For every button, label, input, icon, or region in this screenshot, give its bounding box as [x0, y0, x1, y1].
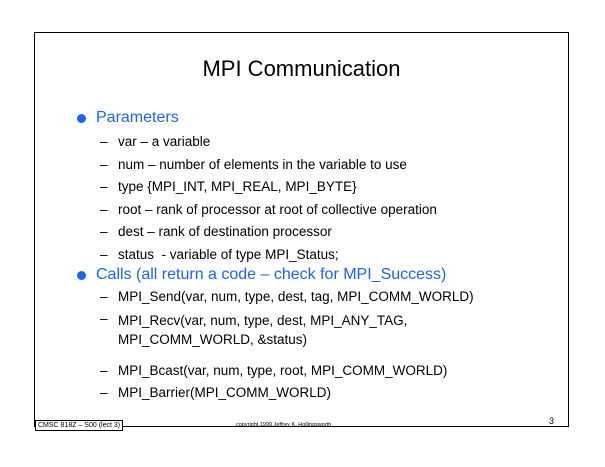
dash-bullet: – — [100, 224, 108, 239]
dash-bullet: – — [100, 385, 108, 400]
list-item-text: MPI_Barrier(MPI_COMM_WORLD) — [118, 385, 332, 400]
list-item — [74, 199, 437, 222]
section-calls — [74, 265, 474, 405]
footer-course-label: CMSC 818Z – S00 (lect 3) — [35, 420, 123, 431]
list-item — [74, 244, 437, 267]
dash-bullet: – — [100, 310, 108, 326]
bullet-dot-icon — [77, 271, 86, 280]
section-heading — [74, 265, 474, 285]
list-item-text: dest – rank of destination processor — [118, 224, 332, 239]
section-heading-text: Calls (all return a code – check for MPI_Success) — [96, 266, 447, 283]
calls-list — [74, 286, 474, 405]
dash-bullet: – — [100, 201, 108, 217]
list-item — [74, 154, 437, 177]
footer-copyright: copyright 1999 Jeffrey K. Hollingsworth — [236, 422, 332, 428]
list-item-text: status - variable of type MPI_Status; — [118, 246, 339, 262]
list-item-text: type {MPI_INT, MPI_REAL, MPI_BYTE} — [118, 179, 357, 194]
list-item — [74, 309, 474, 349]
list-item-text: root – rank of processor at root of collective operation — [118, 201, 437, 217]
section-heading-text: Parameters — [96, 109, 179, 126]
list-item — [74, 360, 474, 383]
dash-bullet: – — [100, 134, 108, 149]
list-item — [74, 221, 437, 244]
list-item — [74, 382, 474, 405]
dash-bullet: – — [100, 156, 108, 172]
list-spacer — [74, 349, 474, 360]
dash-bullet: – — [100, 246, 108, 262]
list-item-text: var – a variable — [118, 134, 211, 149]
list-item — [74, 176, 437, 199]
list-item — [74, 131, 437, 154]
list-item-text: num – number of elements in the variable to use — [118, 156, 407, 172]
list-item-text: MPI_Recv(var, num, type, dest, MPI_ANY_TAG, — [118, 312, 408, 328]
slide-title: MPI Communication — [202, 56, 401, 81]
list-item — [74, 286, 474, 309]
section-heading — [74, 108, 437, 128]
bullet-dot-icon — [77, 114, 86, 123]
dash-bullet: – — [100, 362, 108, 378]
parameter-list — [74, 131, 437, 266]
dash-bullet: – — [100, 179, 108, 194]
dash-bullet: – — [100, 289, 108, 304]
page-number: 3 — [549, 416, 555, 426]
list-item-text: MPI_Send(var, num, type, dest, tag, MPI_COMM_WORLD) — [118, 289, 474, 304]
list-item-continuation: MPI_COMM_WORLD, &status) — [118, 331, 308, 347]
section-parameters — [74, 108, 437, 266]
list-item-text: MPI_Bcast(var, num, type, root, MPI_COMM_WORLD) — [118, 362, 448, 378]
